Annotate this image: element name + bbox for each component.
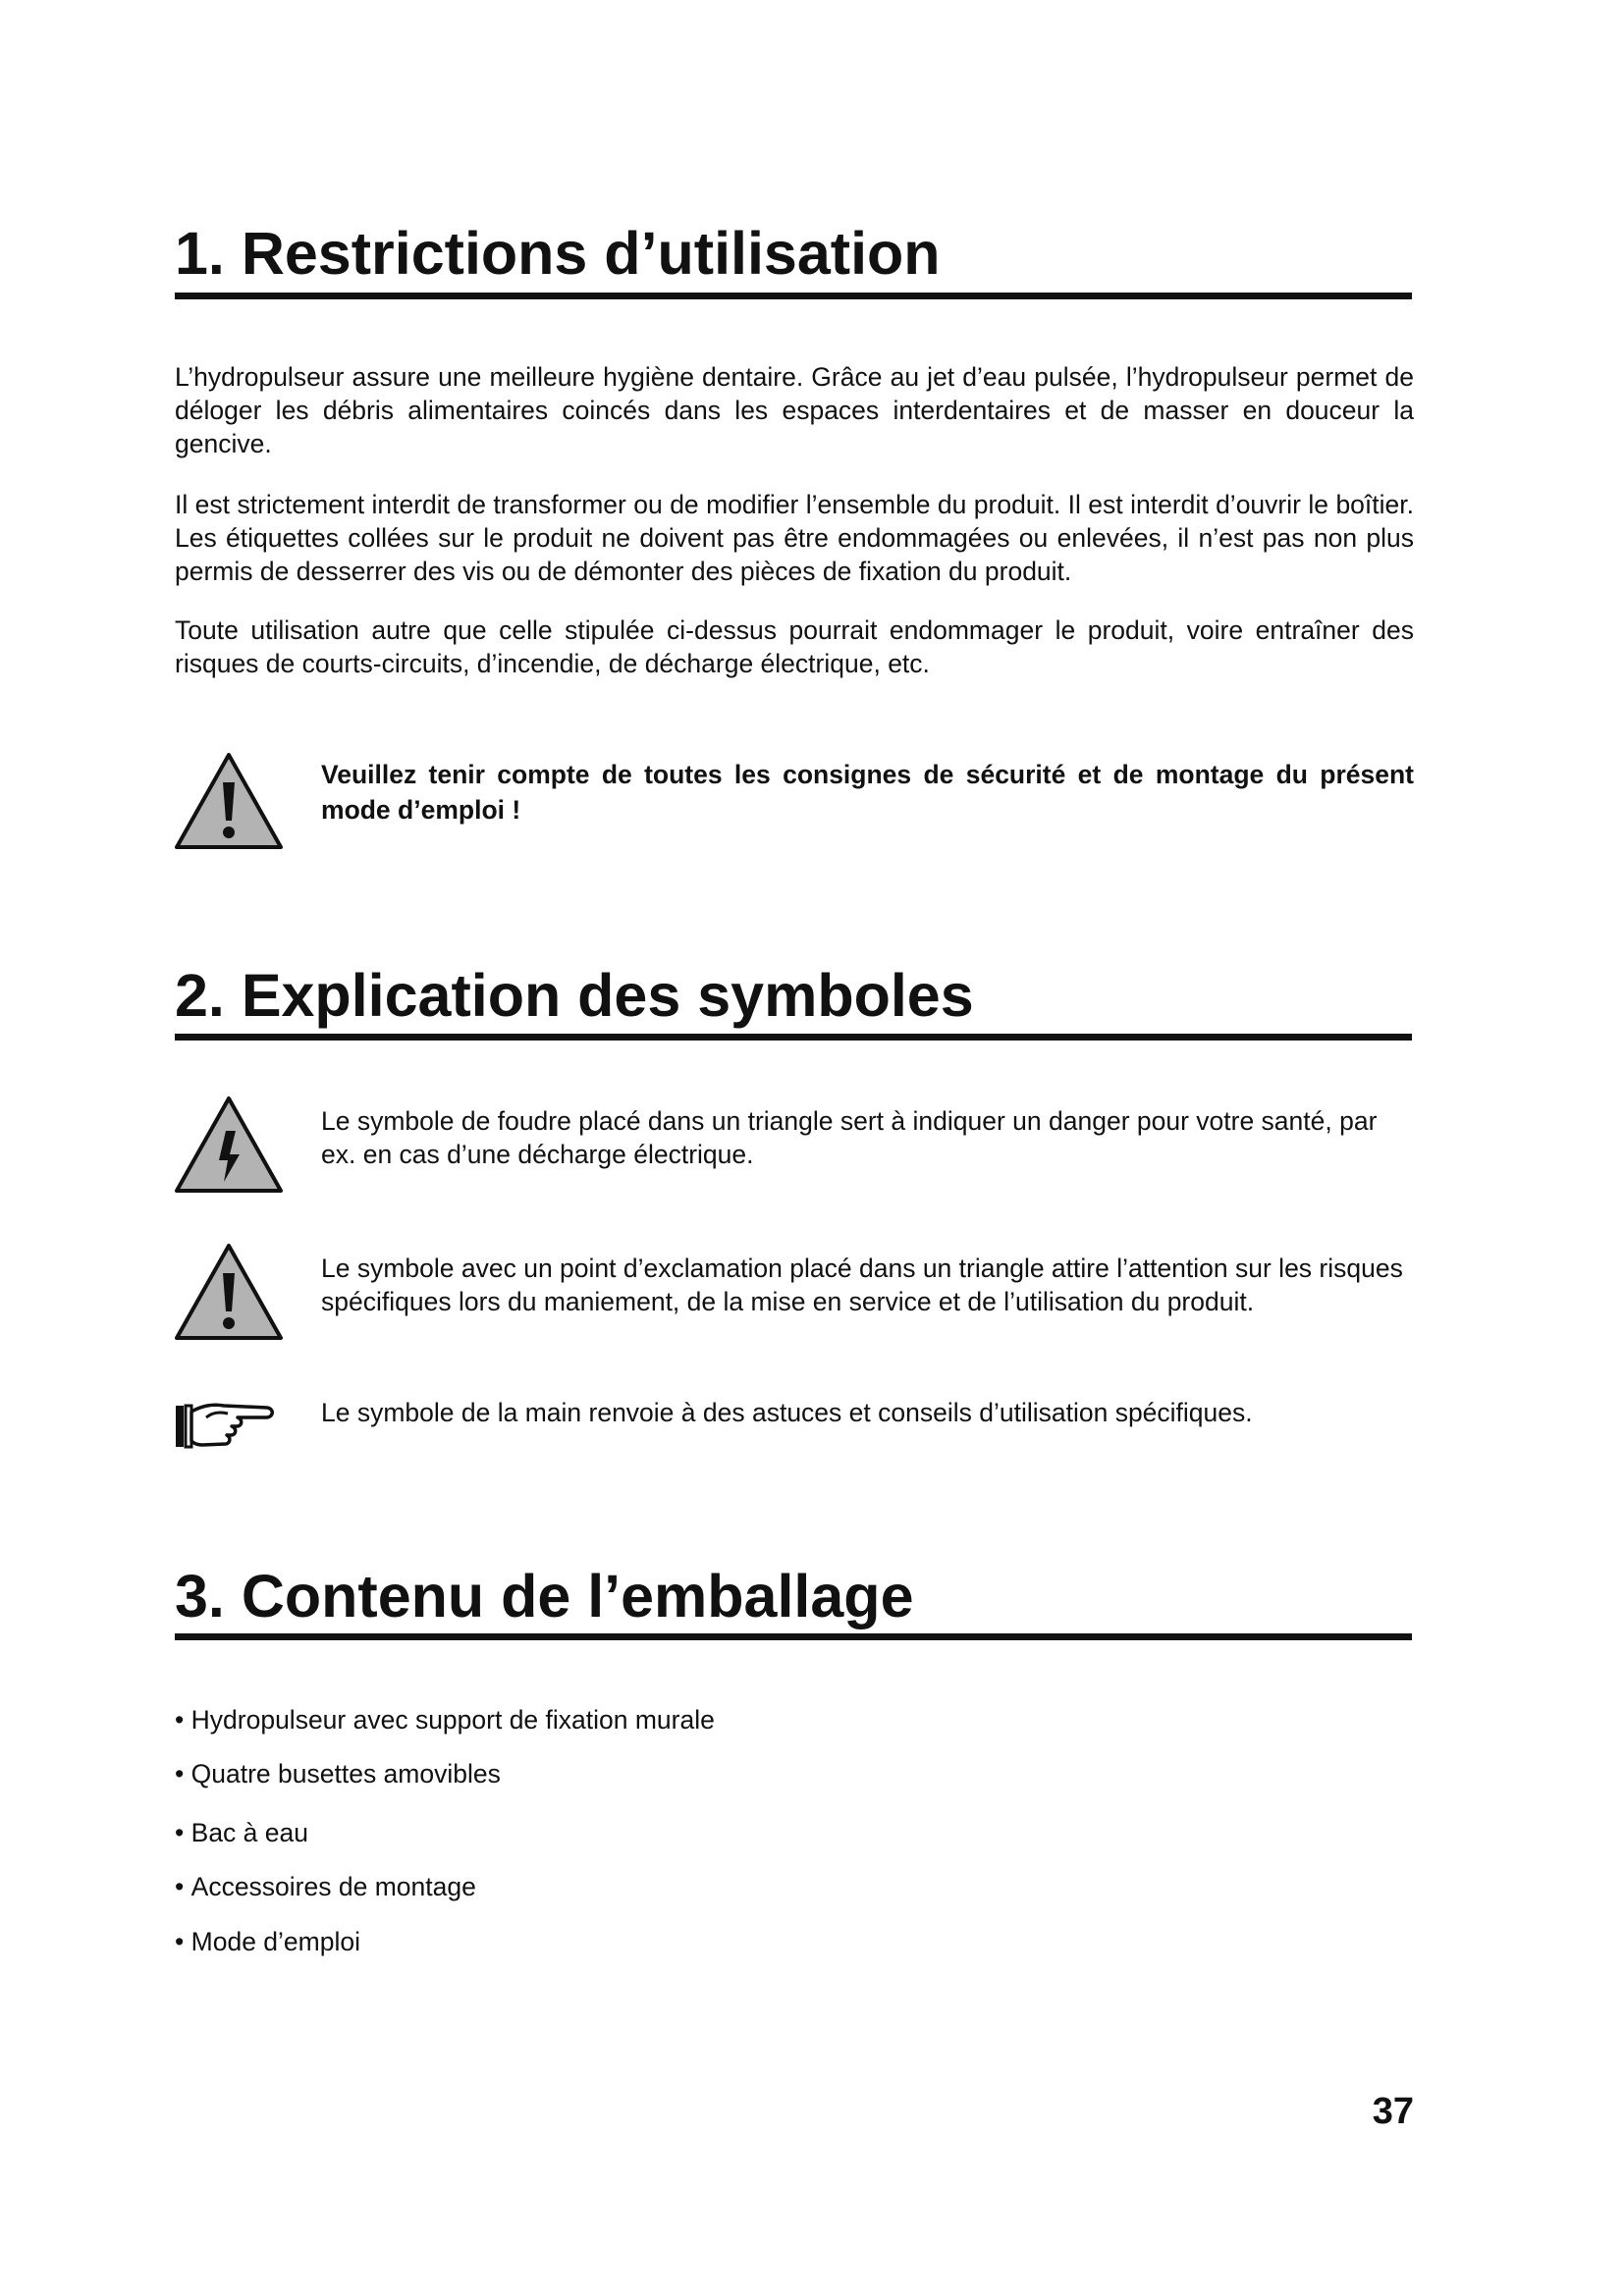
section-title-symbols: 2. Explication des symboles (175, 962, 974, 1029)
symbol-description-lightning: Le symbole de foudre placé dans un triangle sert à indiquer un danger pour votre santé, par ex. en cas d’une décharge électrique. (321, 1106, 1378, 1169)
section-title-contents: 3. Contenu de l’emballage (175, 1563, 914, 1629)
pointing-hand-icon (173, 1396, 277, 1455)
page-number: 37 (1372, 2091, 1414, 2132)
exclamation-warning-icon (173, 750, 285, 852)
section-title-restrictions: 1. Restrictions d’utilisation (175, 220, 941, 287)
paragraph-prohibitions: Il est strictement interdit de transformer ou de modifier l’ensemble du produit. Il est interdit d’ouvrir le boîtier. Les étiquettes collées sur le produit ne doivent pas être endommagées ou enlevées, il n’est pas non plus permis de desserrer des vis ou de démonter des pièces de fixation du produit. (175, 490, 1414, 586)
section-rule (175, 293, 1412, 299)
exclamation-warning-icon (173, 1241, 285, 1343)
symbol-description-hand: Le symbole de la main renvoie à des astuces et conseils d’utilisation spécifiques. (321, 1398, 1253, 1427)
section-rule (175, 1633, 1412, 1640)
lightning-warning-icon (173, 1094, 285, 1196)
list-item: • Bac à eau (175, 1816, 308, 1849)
paragraph-intro: L’hydropulseur assure une meilleure hygiène dentaire. Grâce au jet d’eau pulsée, l’hydropulseur permet de déloger les débris alimentaires coincés dans les espaces interdentaires et de masser en douceur la gencive. (175, 362, 1414, 458)
section-rule (175, 1034, 1412, 1041)
list-item: • Accessoires de montage (175, 1870, 476, 1903)
list-item: • Hydropulseur avec support de fixation murale (175, 1703, 715, 1736)
list-item: • Mode d’emploi (175, 1925, 360, 1958)
paragraph-misuse: Toute utilisation autre que celle stipulée ci-dessus pourrait endommager le produit, voire entraîner des risques de courts-circuits, d’incendie, de décharge électrique, etc. (175, 615, 1414, 678)
symbol-description-exclamation: Le symbole avec un point d’exclamation placé dans un triangle attire l’attention sur les risques spécifiques lors du maniement, de la mise en service et de l’utilisation du produit. (321, 1254, 1403, 1316)
safety-warning-text: Veuillez tenir compte de toutes les consignes de sécurité et de montage du présent mode d’emploi ! (321, 760, 1414, 825)
list-item: • Quatre busettes amovibles (175, 1757, 501, 1790)
